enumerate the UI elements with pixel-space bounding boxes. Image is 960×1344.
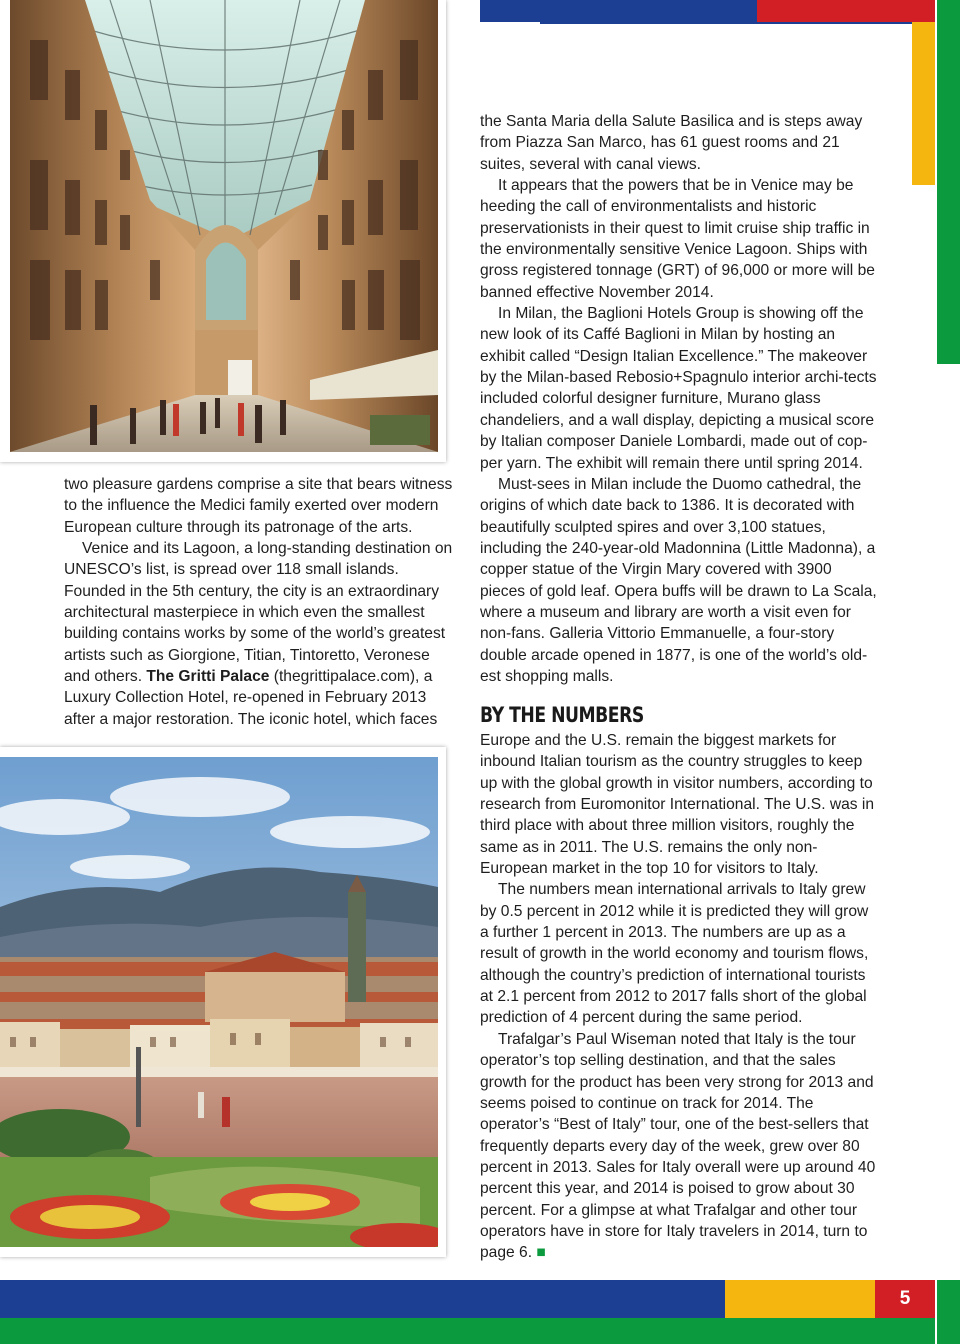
numbers-paragraph-1: Europe and the U.S. remain the biggest markets for inbound Italian tourism as the country struggles to keep up with the global growth in visitor numbers, according to research from Euromonitor International. The U.S. was in third place with about three million visitors, roughly the same as in 2011. The U.S. remains the only non-European market in the top 10 for visitors to Italy. — [480, 732, 875, 878]
top-blue-rule — [540, 22, 935, 24]
right-text-column-bottom — [480, 730, 880, 1264]
right-paragraph-3: In Milan, the Baglioni Hotels Group is showing off the new look of its Caffé Baglioni in Milan by hosting an exhibit called “Design Italian Excellence.” The makeover by the Milan-based Rebosio+Spagnulo interior archi-tects included colorful designer furniture, Murano glass chandeliers, and a wall display, depicting a musical score by Italian composer Daniele Lombardi, made out of cop-per yarn. The exhibit will remain there until spring 2014. — [480, 305, 877, 472]
gritti-palace-name: The Gritti Palace — [146, 668, 270, 686]
numbers-paragraph-3 — [480, 1029, 880, 1264]
galleria-arcade-photo — [10, 0, 438, 452]
right-paragraph-2: It appears that the powers that be in Venice may be heeding the call of environmentalists and historic preservationists in their quest to limit cruise ship traffic in the environmentally sensitive Venice Lagoon. Ships with gross registered tonnage (GRT) of 96,000 or more will be banned effective November 2014. — [480, 177, 875, 301]
numbers-paragraph-3-text: Trafalgar’s Paul Wiseman noted that Italy is the tour operator’s top selling destination, and that the sales growth for the product has been very strong for 2013 and seems poised to continue on track for 2014. The operator’s “Best of Italy” tour, one of the best-sellers that frequently departs every day of the week, grew over 80 percent in 2013. Sales for Italy overall were up around 40 percent this year, and 2014 is poised to grow about 30 percent. For a glimpse at what Trafalgar and other tour operators have in store for Italy travelers in 2014, turn to page 6. — [480, 1030, 876, 1262]
bottom-green-band — [0, 1318, 935, 1344]
end-of-article-mark: ■ — [536, 1244, 546, 1262]
top-photo-frame — [0, 0, 446, 462]
right-yellow-band — [912, 22, 935, 185]
bottom-photo-frame — [0, 747, 446, 1257]
top-red-band — [757, 0, 935, 22]
bottom-yellow-band — [725, 1280, 875, 1318]
section-heading: BY THE NUMBERS — [480, 703, 644, 727]
page-number: 5 — [899, 1288, 911, 1309]
right-paragraph-4: Must-sees in Milan include the Duomo cathedral, the origins of which date back to 1386. It is decorated with beautifully sculpted spires and over 3,100 statues, including the 240-year-old Madonnina (Little Madonna), a copper statue of the Virgin Mary covered with 3900 pieces of gold leaf. Opera buffs will be drawn to La Scala, where a museum and library are worth a visit even for non-fans. Galleria Vittorio Emmanuelle, a four-story double arcade opened in 1877, is one of the world’s old-est shopping malls. — [480, 475, 877, 685]
numbers-paragraph-2: The numbers mean international arrivals to Italy grew by 0.5 percent in 2012 while it is predicted they will grow a further 1 percent in 2013. The numbers are up as a result of growth in the world economy and tourism flows, although the country’s prediction of international tourists at 2.1 percent from 2012 to 2017 falls short of the global prediction of 4 percent during the same period. — [480, 881, 869, 1027]
bottom-blue-band — [0, 1280, 725, 1318]
right-text-column-top — [480, 111, 880, 687]
left-paragraph-2-continued: (thegrittipalace.com), a Luxury Collection Hotel, re-opened in February 2013 after a major restoration. The iconic hotel, which faces — [64, 668, 438, 728]
florence-view-photo — [0, 757, 438, 1247]
bottom-right-green-band — [937, 1280, 960, 1344]
top-blue-band — [480, 0, 757, 22]
right-green-band — [937, 0, 960, 364]
left-paragraph-2 — [64, 538, 454, 730]
right-paragraph-1: the Santa Maria della Salute Basilica and is steps away from Piazza San Marco, has 61 guest rooms and 21 suites, several with canal views. — [480, 113, 863, 173]
left-text-column — [64, 474, 454, 730]
left-paragraph-1: two pleasure gardens comprise a site that bears witness to the influence the Medici family exerted over modern European culture through its patronage of the arts. — [64, 476, 453, 536]
left-paragraph-2-text: Venice and its Lagoon, a long-standing destination on UNESCO’s list, is spread over 118 small islands. Founded in the 5th century, the city is an extraordinary architectural masterpiece in which even the smallest building contains works by some of the world’s greatest artists such as Giorgione, Titian, Tintoretto, Veronese and others. — [64, 540, 453, 686]
